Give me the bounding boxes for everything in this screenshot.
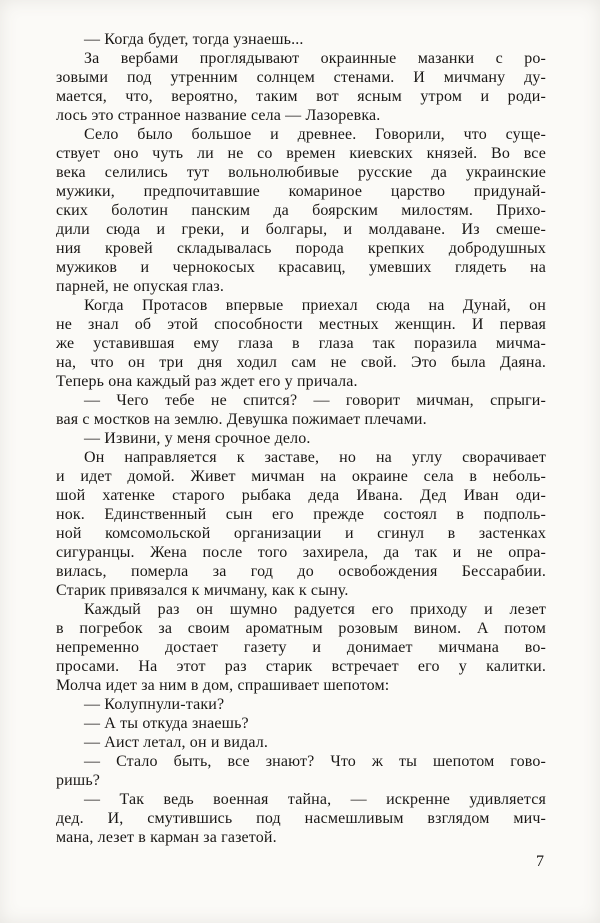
paragraph xyxy=(56,752,546,790)
text-line: парней, не опуская глаз. xyxy=(56,278,224,295)
text-line: мана, лезет в карман за газетой. xyxy=(56,829,277,846)
text-line: Он направляется к заставе, но на углу сворачивает xyxy=(84,449,546,466)
text-line: — Когда будет, тогда узнаешь... xyxy=(84,31,304,48)
text-line: вая с мостков на землю. Девушка пожимает плечами. xyxy=(56,411,427,428)
text-line: нок. Единственный сын его прежде состоял в подполь- xyxy=(56,506,546,523)
text-line: непременно достает газету и донимает мичмана во- xyxy=(56,639,546,656)
paragraph xyxy=(56,391,546,429)
text-line: мается, что, вероятно, таким вот ясным утром и роди- xyxy=(56,88,546,105)
text-line: — Извини, у меня срочное дело. xyxy=(84,430,311,447)
paragraph xyxy=(56,30,546,49)
text-line: Когда Протасов впервые приехал сюда на Дунай, он xyxy=(84,297,546,314)
text-line: не знал об этой способности местных женщин. И первая xyxy=(56,316,546,333)
text-block xyxy=(56,30,546,847)
text-line: ришь? xyxy=(56,772,101,789)
text-line: — Так ведь военная тайна, — искренне удивляется xyxy=(84,791,546,808)
text-line: — Чего тебе не спится? — говорит мичман, спрыги- xyxy=(84,392,546,409)
text-line: шой хатенке старого рыбака деда Ивана. Дед Иван оди- xyxy=(56,487,546,504)
text-line: в погребок за своим ароматным розовым вином. А потом xyxy=(56,620,546,637)
page-number: 7 xyxy=(536,853,544,870)
text-line: ствует оно чуть ли не со времен киевских князей. Во все xyxy=(56,145,546,162)
text-line: — Колупнули-таки? xyxy=(84,696,225,713)
paragraph xyxy=(56,733,546,752)
text-line: просами. На этот раз старик встречает его у калитки. xyxy=(56,658,546,675)
text-line: лось это странное название села — Лазоревка. xyxy=(56,107,381,124)
text-line: и идет домой. Живет мичман на окраине села в неболь- xyxy=(56,468,546,485)
text-line: Село было большое и древнее. Говорили, что суще- xyxy=(84,126,546,143)
paragraph xyxy=(56,296,546,391)
text-line: же уставившая ему глаза в глаза так поразила мичма- xyxy=(56,335,546,352)
paragraph xyxy=(56,695,546,714)
text-line: Молча идет за ним в дом, спрашивает шепотом: xyxy=(56,677,390,694)
paragraph xyxy=(56,600,546,695)
text-line: Теперь она каждый раз ждет его у причала. xyxy=(56,373,358,390)
text-line: За вербами проглядывают окраинные мазанки с ро- xyxy=(84,50,546,67)
text-line: зовыми под утренним солнцем стенами. И мичману ду- xyxy=(56,69,546,86)
text-line: мужики, предпочитавшие комариное царство придунай- xyxy=(56,183,546,200)
paragraph xyxy=(56,714,546,733)
text-line: сигуранцы. Жена после того захирела, да так и не опра- xyxy=(56,544,546,561)
text-line: ной комсомольской организации и сгинул в застенках xyxy=(56,525,546,542)
paragraph xyxy=(56,790,546,847)
text-line: — Аист летал, он и видал. xyxy=(84,734,269,751)
text-line: на, что он три дня ходил сам не свой. Это была Даяна. xyxy=(56,354,546,371)
text-line: — А ты откуда знаешь? xyxy=(84,715,249,732)
text-line: дед. И, смутившись под насмешливым взглядом мич- xyxy=(56,810,546,827)
text-line: ских болотин панским да боярским милостям. Прихо- xyxy=(56,202,546,219)
paragraph xyxy=(56,429,546,448)
paragraph xyxy=(56,125,546,296)
text-line: Каждый раз он шумно радуется его приходу и лезет xyxy=(84,601,546,618)
text-line: вилась, померла за год до освобождения Бессарабии. xyxy=(56,563,546,580)
text-line: — Стало быть, все знают? Что ж ты шепотом гово- xyxy=(84,753,546,770)
text-line: Старик привязался к мичману, как к сыну. xyxy=(56,582,349,599)
paragraph xyxy=(56,448,546,600)
text-line: ния кровей складывалась порода крепких добродушных xyxy=(56,240,546,257)
paragraph xyxy=(56,49,546,125)
text-line: мужиков и чернокосых красавиц, умевших глядеть на xyxy=(56,259,546,276)
text-line: века селились тут вольнолюбивые русские да украинские xyxy=(56,164,546,181)
text-line: дили сюда и греки, и болгары, и молдаване. Из смеше- xyxy=(56,221,546,238)
